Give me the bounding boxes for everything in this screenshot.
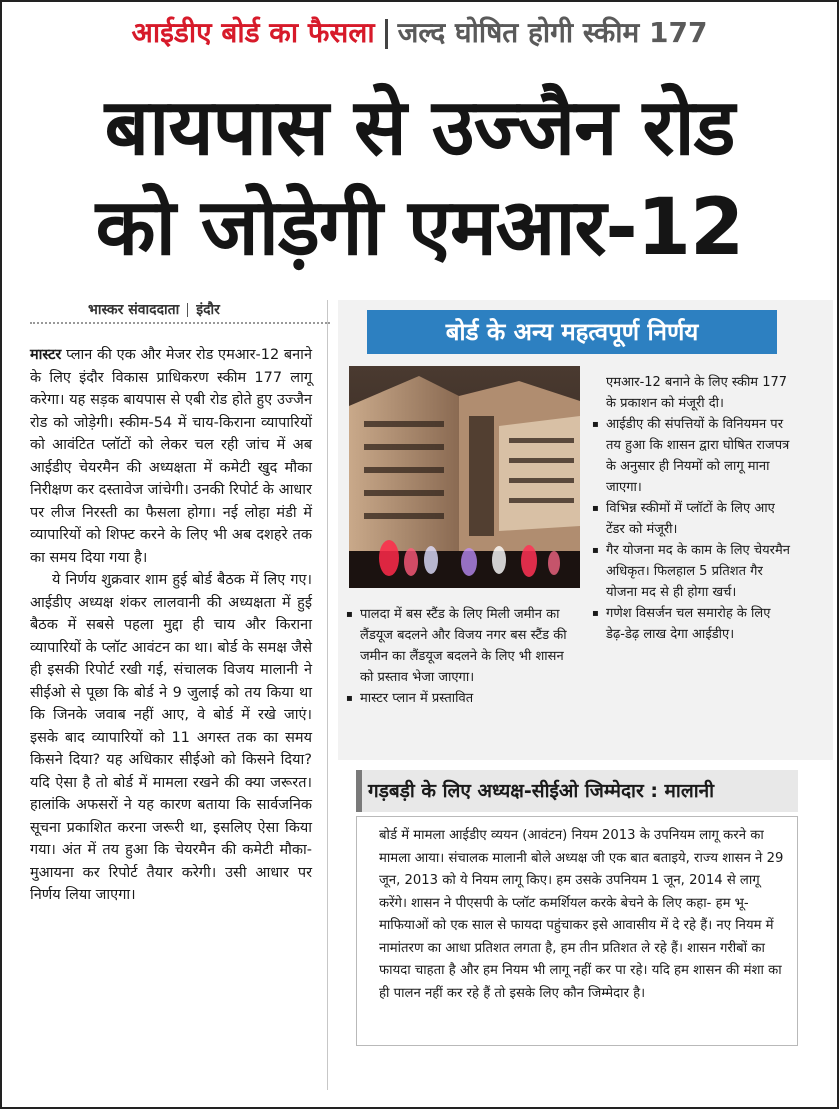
decision-item: ▪ मास्टर प्लान में प्रस्तावित (346, 688, 578, 709)
decision-item: एमआर-12 बनाने के लिए स्कीम 177 के प्रकाशन को मंजूरी दी। (606, 375, 788, 411)
ida-building-photo (349, 366, 580, 588)
decisions-list-left (346, 604, 578, 709)
decision-item: ▪ पालदा में बस स्टैंड के लिए मिली जमीन का लैंडयूज बदलने और विजय नगर बस स्टैंड की जमीन का लैंडयूज बदलने के लिए भी शासन को प्रस्ताव भेजा जाएगा। (346, 604, 578, 688)
building-photo-illustration (349, 366, 580, 588)
decisions-title: बोर्ड के अन्य महत्वपूर्ण निर्णय (367, 310, 777, 354)
sidebar-title-accent (356, 770, 362, 812)
decision-item: ▪ गणेश विसर्जन चल समारोह के लिए डेढ़-डेढ़ लाख देगा आईडीए। (592, 603, 792, 645)
decisions-list-right (592, 372, 792, 645)
article-paragraph-1 (30, 344, 312, 569)
sidebar-text: बोर्ड में मामला आईडीए व्ययन (आवंटन) नियम 2013 के उपनियम लागू करने का मामला आया। संचालक मालानी बोले अध्यक्ष जी एक बात बताइये, राज्य शासन ने 29 जून, 2013 को ये नियम लागू किए। हम उसके उपनियम 1 जून, 2014 से लागू करेंगे। शासन ने पीएसपी के प्लॉट कमर्शियल करके बेचने के लिए कहा- हम भू-माफियाओं को एक साल से फायदा पहुंचाकर इसे आवासीय में दे रहे हैं। नए नियम में नामांतरण का आधा प्रतिशत लगता है, हम तीन प्रतिशत ले रहे हैं। शासन गरीबों का फायदा चाहता है और हम नियम भी लागू नहीं कर पा रहे। यदि हम शासन की मंशा का ही पालन नहीं कर रहे हैं तो इसके लिए कौन जिम्मेदार है। (379, 828, 784, 1001)
article-paragraph-2: ये निर्णय शुक्रवार शाम हुई बोर्ड बैठक में लिए गए। आईडीए अध्यक्ष शंकर लालवानी की अध्यक्षता में हुई बैठक में सबसे पहला मुद्दा ही चाय और किराना व्यापारियों के प्लॉट आवंटन का था। बोर्ड के समक्ष जैसे ही इसकी रिपोर्ट रखी गई, संचालक विजय मालानी ने सीईओ से पूछा कि बोर्ड ने 9 जुलाई को तय किया था कि जिनके जवाब नहीं आए, वे बोर्ड में रखे जाएं। इसके बाद व्यापारियों को 11 अगस्त तक का समय किसने दिया? यह अधिकार सीईओ को किसने दिया? यदि ऐसा है तो बोर्ड में मामला रखने की क्या जरूरत। हालांकि अफसरों ने यह कारण बताया कि सार्वजनिक सूचना प्रकाशित करना जरूरी था, इसलिए ऐसा किया गया। अंत में तय हुआ कि चेयरमैन की कमेटी मौका-मुआयना कर रिपोर्ट तैयार करेगी। उसी आधार पर निर्णय लिया जाएगा। (30, 572, 312, 903)
decision-item: ▪ विभिन्न स्कीमों में प्लॉटों के लिए आए टेंडर को मंजूरी। (592, 498, 792, 540)
byline-reporter: भास्कर संवाददाता (88, 302, 180, 318)
article-paragraph-1-text: प्लान की एक और मेजर रोड एमआर-12 बनाने के लिए इंदौर विकास प्राधिकरण स्कीम 177 लागू करेगा। यह सड़क बायपास से एबी रोड होते हुए उज्जैन रोड को जोड़ेगी। स्कीम-54 में चाय-किराना व्यापारियों को आवंटित प्लॉटों को लेकर चल रही जांच में अब आईडीए चेयरमैन की अध्यक्षता में कमेटी खुद मौका निरीक्षण कर दस्तावेज जांचेगी। उनकी रिपोर्ट के आधार पर लीज निरस्ती का फैसला होगा। नई लोहा मंडी में व्यापारियों को शिफ्ट करने के लिए भी अब दशहरे तक का समय दिया गया है। (30, 347, 312, 566)
sidebar-title: गड़बड़ी के लिए अध्यक्ष-सीईओ जिम्मेदार : मालानी (368, 780, 715, 802)
kicker-right: जल्द घोषित होगी स्कीम 177 (397, 16, 708, 49)
column-divider (327, 300, 328, 1090)
byline-place: इंदौर (196, 302, 220, 318)
headline-line-2: को जोड़ेगी एमआर-12 (95, 183, 744, 273)
sidebar-title-bar (356, 770, 798, 812)
byline (88, 300, 220, 319)
kicker-line (0, 14, 839, 52)
byline-rule (30, 322, 330, 324)
sidebar-box (356, 816, 798, 1046)
decision-item: ▪ आईडीए की संपत्तियों के विनियमन पर तय हुआ कि शासन द्वारा घोषित राजपत्र के अनुसार ही नियमों को लागू माना जाएगा। (592, 414, 792, 498)
article-lead-word: मास्टर (30, 347, 62, 363)
kicker-left: आईडीए बोर्ड का फैसला (131, 16, 375, 49)
headline-line-1: बायपास से उज्जैन रोड (104, 83, 735, 173)
kicker-divider (385, 19, 388, 49)
main-article (30, 344, 312, 907)
byline-divider (187, 303, 188, 317)
decision-item: ▪ गैर योजना मद के काम के लिए चेयरमैन अधिकृत। फिलहाल 5 प्रतिशत गैर योजना मद से ही होगा खर्च। (592, 540, 792, 603)
